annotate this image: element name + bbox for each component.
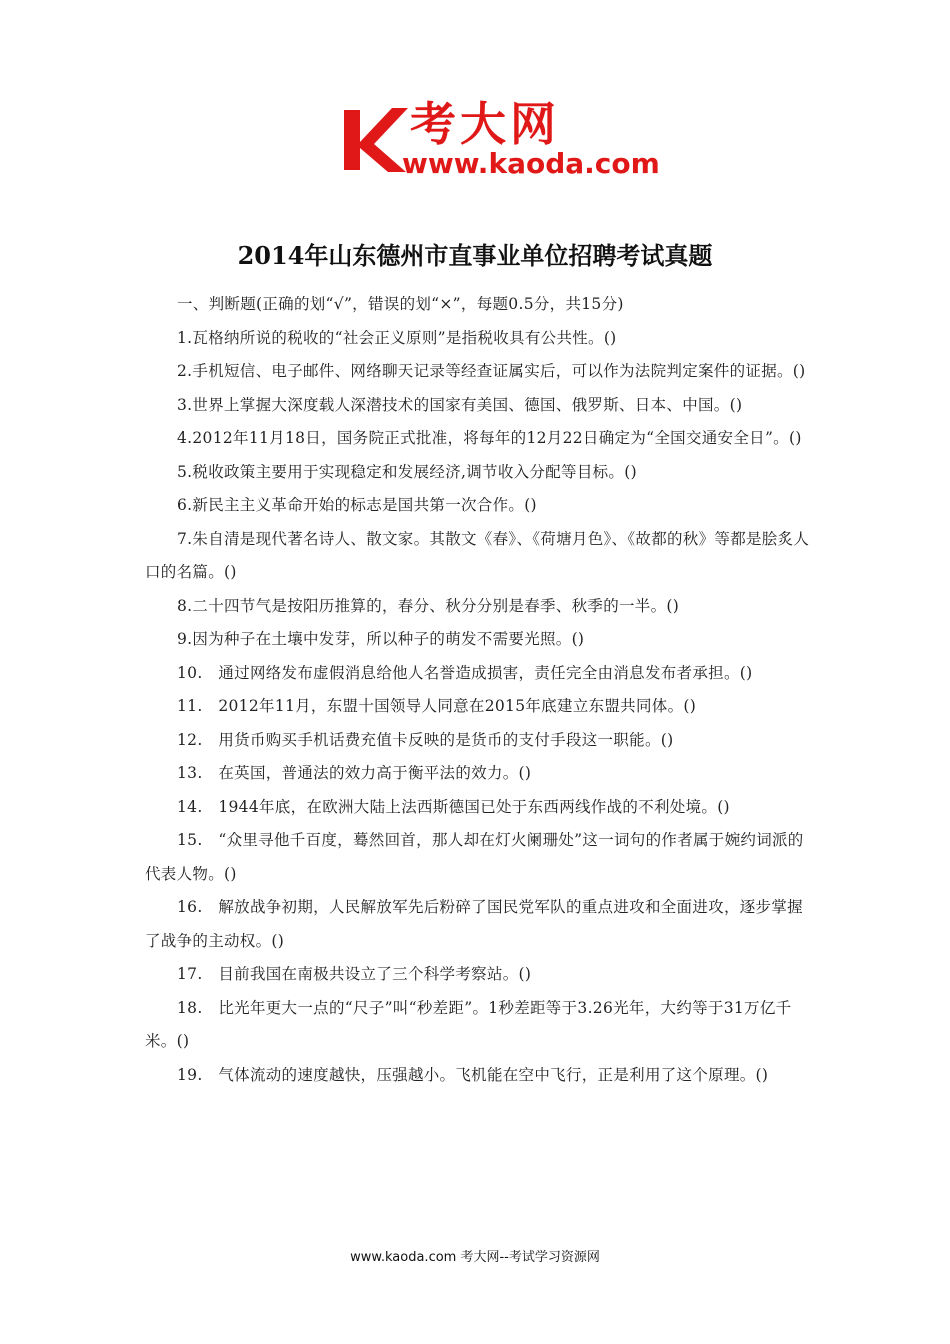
question-item: 17. 目前我国在南极共设立了三个科学考察站。() — [177, 965, 532, 983]
document-body — [145, 288, 810, 1092]
page-title: 2014年山东德州市直事业单位招聘考试真题 — [237, 241, 713, 270]
page-footer: www.kaoda.com 考大网--考试学习资源网 — [350, 1250, 600, 1265]
site-logo — [340, 96, 670, 186]
question-item: 1.瓦格纳所说的税收的“社会正义原则”是指税收具有公共性。() — [177, 328, 617, 347]
question-item: 4.2012年11月18日，国务院正式批准，将每年的12月22日确定为“全国交通安全日”。() — [177, 429, 802, 447]
k-logo-icon — [340, 104, 410, 176]
question-item: 14. 1944年底，在欧洲大陆上法西斯德国已处于东西两线作战的不利处境。() — [177, 797, 730, 816]
question-item: 10. 通过网络发布虚假消息给他人名誉造成损害，责任完全由消息发布者承担。() — [177, 663, 753, 682]
question-item: 3.世界上掌握大深度载人深潜技术的国家有美国、德国、俄罗斯、日本、中国。() — [177, 395, 743, 414]
question-item: 6.新民主主义革命开始的标志是国共第一次合作。() — [177, 496, 537, 514]
question-item: 13. 在英国，普通法的效力高于衡平法的效力。() — [177, 764, 532, 782]
section-heading: 一、判断题(正确的划“√”，错误的划“×”，每题0.5分，共15分) — [177, 295, 624, 313]
question-item: 9.因为种子在土壤中发芽，所以种子的萌发不需要光照。() — [177, 630, 585, 648]
logo-url-text: www.kaoda.com — [402, 147, 660, 180]
question-item: 2.手机短信、电子邮件、网络聊天记录等经查证属实后，可以作为法院判定案件的证据。() — [177, 362, 806, 380]
question-item: 7.朱自清是现代著名诗人、散文家。其散文《春》、《荷塘月色》、《故都的秋》等都是脍炙人口的名篇。() — [145, 529, 810, 581]
question-item: 19. 气体流动的速度越快，压强越小。飞机能在空中飞行，正是利用了这个原理。() — [177, 1065, 769, 1084]
question-item: 11. 2012年11月，东盟十国领导人同意在2015年底建立东盟共同体。() — [177, 697, 697, 715]
logo-chinese-text: 考大网 — [410, 97, 560, 151]
question-item: 5.税收政策主要用于实现稳定和发展经济,调节收入分配等目标。() — [177, 462, 637, 481]
question-item: 8.二十四节气是按阳历推算的，春分、秋分分别是春季、秋季的一半。() — [177, 596, 680, 615]
question-item: 12. 用货币购买手机话费充值卡反映的是货币的支付手段这一职能。() — [177, 730, 674, 749]
question-item: 18. 比光年更大一点的“尺子”叫“秒差距”。1秒差距等于3.26光年，大约等于31万亿千米。() — [145, 998, 792, 1050]
question-item: 15. “众里寻他千百度，蓦然回首，那人却在灯火阑珊处”这一词句的作者属于婉约词派的代表人物。() — [145, 831, 804, 883]
question-item: 16. 解放战争初期，人民解放军先后粉碎了国民党军队的重点进攻和全面进攻，逐步掌握了战争的主动权。() — [145, 898, 803, 950]
